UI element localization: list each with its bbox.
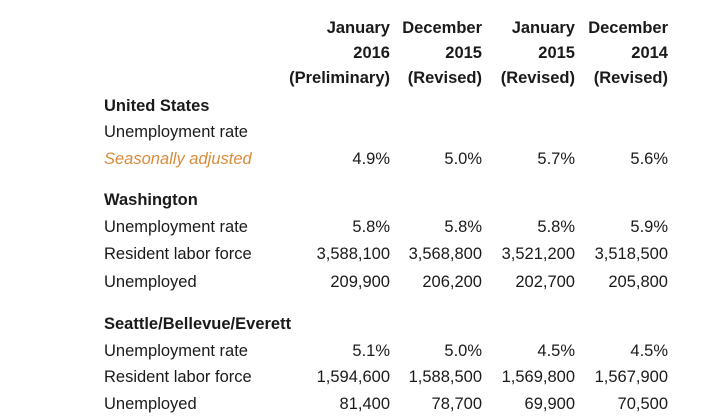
column-header-year: 2015 [538, 44, 575, 62]
column-header-year: 2015 [445, 44, 482, 62]
cell-value: 5.8% [352, 218, 390, 236]
section-title-united-states [0, 93, 725, 119]
column-header-status: (Revised) [407, 69, 482, 87]
row-label: Seasonally adjusted [104, 150, 252, 168]
cell-value: 206,200 [422, 273, 482, 291]
column-header-status: (Revised) [500, 69, 575, 87]
cell-value: 5.9% [630, 218, 668, 236]
cell-value: 1,567,900 [594, 368, 668, 386]
cell-value: 69,900 [524, 395, 575, 413]
cell-value: 78,700 [431, 395, 482, 413]
cell-value: 1,569,800 [501, 368, 575, 386]
cell-value: 5.0% [444, 150, 482, 168]
table-row-us-seasonally-adjusted [0, 146, 725, 172]
column-header-year: 2014 [631, 44, 668, 62]
row-label: Resident labor force [104, 245, 252, 263]
table-row-sea-unemployment-rate [0, 338, 725, 364]
column-header-jan-2015 [501, 16, 575, 91]
cell-value: 4.5% [537, 342, 575, 360]
row-label: Resident labor force [104, 368, 252, 386]
cell-value: 202,700 [515, 273, 575, 291]
column-header-year: 2016 [353, 44, 390, 62]
cell-value: 4.9% [352, 150, 390, 168]
row-label: Unemployment rate [104, 342, 248, 360]
column-header-month: January [511, 19, 575, 37]
column-header-status: (Revised) [593, 69, 668, 87]
table-row-wa-unemployment-rate [0, 214, 725, 240]
table-row-sea-resident-labor-force [0, 364, 725, 390]
column-header-month: December [402, 19, 482, 37]
cell-value: 5.0% [444, 342, 482, 360]
column-header-month: January [326, 19, 390, 37]
table-row-wa-resident-labor-force [0, 241, 725, 267]
cell-value: 3,521,200 [501, 245, 575, 263]
cell-value: 5.1% [352, 342, 390, 360]
cell-value: 70,500 [617, 395, 668, 413]
column-header-dec-2014 [588, 16, 668, 91]
section-title-seattle [0, 311, 725, 337]
column-header-dec-2015 [402, 16, 482, 91]
cell-value: 3,588,100 [316, 245, 390, 263]
row-label: Unemployment rate [104, 218, 248, 236]
column-header-status: (Preliminary) [289, 69, 390, 87]
table-row-sea-unemployed [0, 391, 725, 417]
cell-value: 205,800 [608, 273, 668, 291]
cell-value: 81,400 [339, 395, 390, 413]
column-header-jan-2016 [289, 16, 390, 91]
cell-value: 3,568,800 [408, 245, 482, 263]
section-title-washington [0, 187, 725, 213]
row-label: Unemployed [104, 395, 197, 413]
section-title: Washington [104, 191, 198, 209]
section-title: Seattle/Bellevue/Everett [104, 315, 292, 333]
cell-value: 4.5% [630, 342, 668, 360]
row-label: Unemployment rate [104, 123, 248, 141]
cell-value: 209,900 [330, 273, 390, 291]
section-title: United States [104, 97, 210, 115]
cell-value: 5.8% [537, 218, 575, 236]
table-row-wa-unemployed [0, 269, 725, 295]
cell-value: 5.7% [537, 150, 575, 168]
cell-value: 5.8% [444, 218, 482, 236]
row-label: Unemployed [104, 273, 197, 291]
cell-value: 1,588,500 [408, 368, 482, 386]
column-header-month: December [588, 19, 668, 37]
cell-value: 5.6% [630, 150, 668, 168]
cell-value: 3,518,500 [594, 245, 668, 263]
cell-value: 1,594,600 [316, 368, 390, 386]
table-row-us-unemployment-rate [0, 119, 725, 145]
